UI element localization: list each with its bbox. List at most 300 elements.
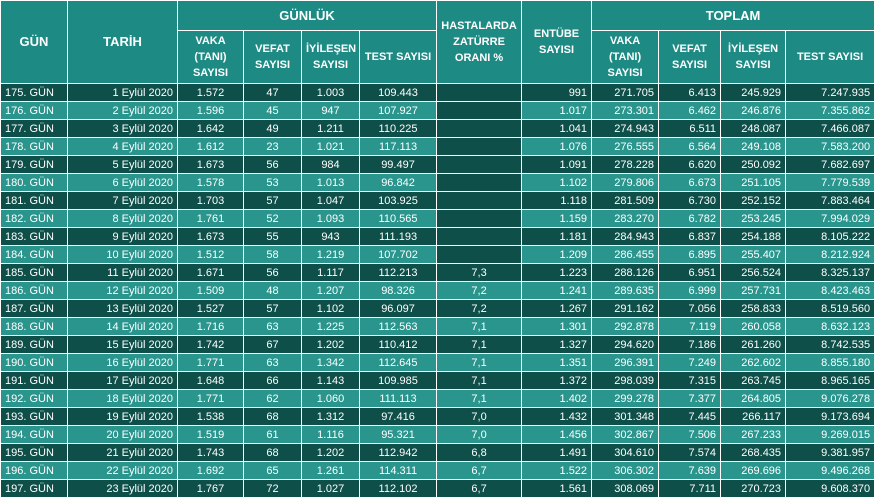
gunluk-vefat-cell: 63 [244,318,302,336]
tarih-cell: 1 Eylül 2020 [68,84,178,102]
entube-cell: 1.301 [522,318,592,336]
table-row [1,156,875,174]
gunluk-iyilesen-cell: 1.047 [302,192,360,210]
gunluk-test-cell: 103.925 [360,192,437,210]
gunluk-iyilesen-cell: 947 [302,102,360,120]
header-entube-sayisi: ENTÜBE SAYISI [522,1,592,84]
toplam-vaka-cell: 294.620 [592,336,659,354]
tarih-cell: 18 Eylül 2020 [68,390,178,408]
gunluk-vefat-cell: 68 [244,408,302,426]
table-row [1,120,875,138]
toplam-vaka-cell: 306.302 [592,462,659,480]
zaturre-orani-cell: 7,1 [437,372,522,390]
toplam-iyilesen-cell: 266.117 [721,408,786,426]
header-gunluk: GÜNLÜK [178,1,437,31]
gunluk-iyilesen-cell: 1.202 [302,336,360,354]
toplam-iyilesen-cell: 267.233 [721,426,786,444]
gun-cell: 192. GÜN [1,390,68,408]
toplam-vaka-cell: 291.162 [592,300,659,318]
table-row [1,426,875,444]
gunluk-test-cell: 117.113 [360,138,437,156]
gun-cell: 179. GÜN [1,156,68,174]
toplam-test-cell: 7.583.200 [786,138,875,156]
table-row [1,480,875,498]
toplam-vefat-cell: 7.186 [659,336,721,354]
gunluk-vaka-cell: 1.771 [178,390,244,408]
tarih-cell: 20 Eylül 2020 [68,426,178,444]
gun-cell: 195. GÜN [1,444,68,462]
gunluk-test-cell: 112.563 [360,318,437,336]
tarih-cell: 10 Eylül 2020 [68,246,178,264]
entube-cell: 1.223 [522,264,592,282]
toplam-vefat-cell: 7.639 [659,462,721,480]
gunluk-test-cell: 111.113 [360,390,437,408]
gunluk-vaka-cell: 1.572 [178,84,244,102]
toplam-vaka-cell: 301.348 [592,408,659,426]
toplam-iyilesen-cell: 246.876 [721,102,786,120]
zaturre-orani-cell: 7,1 [437,354,522,372]
toplam-test-cell: 8.212.924 [786,246,875,264]
gunluk-vefat-cell: 45 [244,102,302,120]
table-row [1,210,875,228]
gunluk-iyilesen-cell: 1.207 [302,282,360,300]
toplam-vefat-cell: 6.782 [659,210,721,228]
gunluk-vaka-cell: 1.671 [178,264,244,282]
header-toplam-iyilesen: İYİLEŞEN SAYISI [721,31,786,84]
toplam-test-cell: 8.105.222 [786,228,875,246]
gunluk-iyilesen-cell: 1.013 [302,174,360,192]
gunluk-vefat-cell: 65 [244,462,302,480]
toplam-vaka-cell: 271.705 [592,84,659,102]
gun-cell: 197. GÜN [1,480,68,498]
table-row [1,390,875,408]
gunluk-vefat-cell: 57 [244,192,302,210]
entube-cell: 1.561 [522,480,592,498]
toplam-vefat-cell: 7.445 [659,408,721,426]
toplam-vaka-cell: 283.270 [592,210,659,228]
table-row [1,318,875,336]
tarih-cell: 15 Eylül 2020 [68,336,178,354]
gunluk-test-cell: 99.497 [360,156,437,174]
gunluk-vefat-cell: 57 [244,300,302,318]
toplam-vaka-cell: 292.878 [592,318,659,336]
tarih-cell: 2 Eylül 2020 [68,102,178,120]
tarih-cell: 4 Eylül 2020 [68,138,178,156]
table-row [1,228,875,246]
gun-cell: 190. GÜN [1,354,68,372]
entube-cell: 1.017 [522,102,592,120]
toplam-vefat-cell: 7.119 [659,318,721,336]
gunluk-iyilesen-cell: 1.211 [302,120,360,138]
toplam-iyilesen-cell: 264.805 [721,390,786,408]
gun-cell: 194. GÜN [1,426,68,444]
zaturre-orani-cell [437,192,522,210]
header-gunluk-vefat: VEFAT SAYISI [244,31,302,84]
toplam-test-cell: 8.855.180 [786,354,875,372]
gunluk-vaka-cell: 1.519 [178,426,244,444]
zaturre-orani-cell [437,246,522,264]
toplam-test-cell: 7.466.087 [786,120,875,138]
gunluk-vaka-cell: 1.642 [178,120,244,138]
gunluk-test-cell: 107.927 [360,102,437,120]
tarih-cell: 3 Eylül 2020 [68,120,178,138]
gunluk-iyilesen-cell: 1.117 [302,264,360,282]
gunluk-vaka-cell: 1.648 [178,372,244,390]
toplam-vefat-cell: 6.999 [659,282,721,300]
gunluk-vaka-cell: 1.538 [178,408,244,426]
tarih-cell: 13 Eylül 2020 [68,300,178,318]
entube-cell: 1.091 [522,156,592,174]
header-toplam-test: TEST SAYISI [786,31,875,84]
toplam-test-cell: 8.742.535 [786,336,875,354]
entube-cell: 1.432 [522,408,592,426]
zaturre-orani-cell [437,84,522,102]
gunluk-iyilesen-cell: 1.116 [302,426,360,444]
toplam-iyilesen-cell: 263.745 [721,372,786,390]
toplam-iyilesen-cell: 269.696 [721,462,786,480]
entube-cell: 1.159 [522,210,592,228]
toplam-test-cell: 8.423.463 [786,282,875,300]
gunluk-vefat-cell: 53 [244,174,302,192]
table-row [1,408,875,426]
entube-cell: 1.402 [522,390,592,408]
toplam-vefat-cell: 7.315 [659,372,721,390]
toplam-vaka-cell: 299.278 [592,390,659,408]
toplam-iyilesen-cell: 268.435 [721,444,786,462]
table-row [1,138,875,156]
table-row [1,336,875,354]
gunluk-vaka-cell: 1.673 [178,156,244,174]
gunluk-iyilesen-cell: 1.027 [302,480,360,498]
toplam-iyilesen-cell: 257.731 [721,282,786,300]
toplam-vaka-cell: 281.509 [592,192,659,210]
toplam-vefat-cell: 7.056 [659,300,721,318]
gun-cell: 175. GÜN [1,84,68,102]
toplam-vefat-cell: 6.895 [659,246,721,264]
gunluk-iyilesen-cell: 943 [302,228,360,246]
toplam-iyilesen-cell: 253.245 [721,210,786,228]
toplam-test-cell: 9.269.015 [786,426,875,444]
toplam-iyilesen-cell: 261.260 [721,336,786,354]
toplam-vaka-cell: 288.126 [592,264,659,282]
header-tarih: TARİH [68,1,178,84]
gun-cell: 193. GÜN [1,408,68,426]
header-zaturre-orani: HASTALARDA ZATÜRRE ORANI % [437,1,522,84]
gunluk-vaka-cell: 1.509 [178,282,244,300]
zaturre-orani-cell [437,156,522,174]
tarih-cell: 16 Eylül 2020 [68,354,178,372]
toplam-vefat-cell: 6.564 [659,138,721,156]
entube-cell: 1.351 [522,354,592,372]
gun-cell: 184. GÜN [1,246,68,264]
gunluk-vaka-cell: 1.512 [178,246,244,264]
gunluk-iyilesen-cell: 1.060 [302,390,360,408]
toplam-vefat-cell: 7.574 [659,444,721,462]
gunluk-vefat-cell: 67 [244,336,302,354]
gunluk-vefat-cell: 49 [244,120,302,138]
tarih-cell: 23 Eylül 2020 [68,480,178,498]
gun-cell: 176. GÜN [1,102,68,120]
gunluk-test-cell: 98.326 [360,282,437,300]
gunluk-vaka-cell: 1.767 [178,480,244,498]
zaturre-orani-cell [437,120,522,138]
toplam-test-cell: 8.519.560 [786,300,875,318]
toplam-test-cell: 9.076.278 [786,390,875,408]
toplam-test-cell: 9.381.957 [786,444,875,462]
toplam-vaka-cell: 308.069 [592,480,659,498]
gunluk-iyilesen-cell: 1.342 [302,354,360,372]
gunluk-test-cell: 95.321 [360,426,437,444]
toplam-vaka-cell: 304.610 [592,444,659,462]
toplam-iyilesen-cell: 260.058 [721,318,786,336]
gunluk-iyilesen-cell: 1.219 [302,246,360,264]
gunluk-vaka-cell: 1.771 [178,354,244,372]
gun-cell: 182. GÜN [1,210,68,228]
toplam-test-cell: 8.325.137 [786,264,875,282]
table-row [1,462,875,480]
gunluk-vefat-cell: 23 [244,138,302,156]
entube-cell: 1.327 [522,336,592,354]
zaturre-orani-cell [437,174,522,192]
toplam-vaka-cell: 302.867 [592,426,659,444]
gunluk-vaka-cell: 1.612 [178,138,244,156]
gunluk-iyilesen-cell: 1.021 [302,138,360,156]
header-toplam-vefat: VEFAT SAYISI [659,31,721,84]
table-row [1,264,875,282]
toplam-vefat-cell: 6.511 [659,120,721,138]
gun-cell: 181. GÜN [1,192,68,210]
tarih-cell: 12 Eylül 2020 [68,282,178,300]
gunluk-test-cell: 110.225 [360,120,437,138]
toplam-iyilesen-cell: 254.188 [721,228,786,246]
header-toplam: TOPLAM [592,1,875,31]
entube-cell: 1.522 [522,462,592,480]
gunluk-iyilesen-cell: 1.225 [302,318,360,336]
toplam-vefat-cell: 7.249 [659,354,721,372]
gunluk-test-cell: 114.311 [360,462,437,480]
toplam-test-cell: 7.779.539 [786,174,875,192]
toplam-vefat-cell: 6.462 [659,102,721,120]
table-body [1,84,875,498]
toplam-iyilesen-cell: 250.092 [721,156,786,174]
gun-cell: 189. GÜN [1,336,68,354]
gunluk-vefat-cell: 55 [244,228,302,246]
toplam-test-cell: 7.682.697 [786,156,875,174]
gunluk-vefat-cell: 72 [244,480,302,498]
zaturre-orani-cell: 7,2 [437,282,522,300]
toplam-vaka-cell: 279.806 [592,174,659,192]
gunluk-vaka-cell: 1.692 [178,462,244,480]
gun-cell: 177. GÜN [1,120,68,138]
gun-cell: 187. GÜN [1,300,68,318]
gun-cell: 178. GÜN [1,138,68,156]
toplam-iyilesen-cell: 249.108 [721,138,786,156]
gunluk-test-cell: 112.213 [360,264,437,282]
gunluk-vaka-cell: 1.673 [178,228,244,246]
zaturre-orani-cell: 7,0 [437,426,522,444]
toplam-vaka-cell: 289.635 [592,282,659,300]
entube-cell: 991 [522,84,592,102]
entube-cell: 1.267 [522,300,592,318]
gunluk-test-cell: 110.565 [360,210,437,228]
tarih-cell: 21 Eylül 2020 [68,444,178,462]
gunluk-iyilesen-cell: 1.261 [302,462,360,480]
table-row [1,354,875,372]
gunluk-vefat-cell: 52 [244,210,302,228]
tarih-cell: 19 Eylül 2020 [68,408,178,426]
gunluk-vaka-cell: 1.596 [178,102,244,120]
toplam-vefat-cell: 6.413 [659,84,721,102]
entube-cell: 1.372 [522,372,592,390]
toplam-iyilesen-cell: 258.833 [721,300,786,318]
table-row [1,300,875,318]
gunluk-vaka-cell: 1.578 [178,174,244,192]
header-gunluk-iyilesen: İYİLEŞEN SAYISI [302,31,360,84]
toplam-iyilesen-cell: 262.602 [721,354,786,372]
table-row [1,444,875,462]
tarih-cell: 11 Eylül 2020 [68,264,178,282]
toplam-iyilesen-cell: 245.929 [721,84,786,102]
gun-cell: 186. GÜN [1,282,68,300]
toplam-iyilesen-cell: 252.152 [721,192,786,210]
toplam-test-cell: 9.496.268 [786,462,875,480]
zaturre-orani-cell: 6,7 [437,480,522,498]
table-row [1,174,875,192]
toplam-vefat-cell: 6.620 [659,156,721,174]
toplam-vaka-cell: 278.228 [592,156,659,174]
toplam-iyilesen-cell: 270.723 [721,480,786,498]
tarih-cell: 8 Eylül 2020 [68,210,178,228]
zaturre-orani-cell: 7,1 [437,318,522,336]
tarih-cell: 6 Eylül 2020 [68,174,178,192]
toplam-iyilesen-cell: 256.524 [721,264,786,282]
gunluk-test-cell: 112.942 [360,444,437,462]
toplam-iyilesen-cell: 248.087 [721,120,786,138]
gunluk-iyilesen-cell: 1.312 [302,408,360,426]
toplam-vefat-cell: 7.711 [659,480,721,498]
zaturre-orani-cell [437,138,522,156]
toplam-vaka-cell: 273.301 [592,102,659,120]
zaturre-orani-cell [437,210,522,228]
zaturre-orani-cell: 7,0 [437,408,522,426]
toplam-vaka-cell: 298.039 [592,372,659,390]
gun-cell: 191. GÜN [1,372,68,390]
gunluk-vefat-cell: 63 [244,354,302,372]
toplam-test-cell: 8.965.165 [786,372,875,390]
zaturre-orani-cell [437,102,522,120]
gunluk-test-cell: 110.412 [360,336,437,354]
entube-cell: 1.181 [522,228,592,246]
gun-cell: 183. GÜN [1,228,68,246]
tarih-cell: 14 Eylül 2020 [68,318,178,336]
toplam-vaka-cell: 274.943 [592,120,659,138]
gunluk-iyilesen-cell: 1.202 [302,444,360,462]
toplam-vaka-cell: 284.943 [592,228,659,246]
toplam-test-cell: 8.632.123 [786,318,875,336]
table-row [1,246,875,264]
tarih-cell: 7 Eylül 2020 [68,192,178,210]
tarih-cell: 5 Eylül 2020 [68,156,178,174]
header-gun: GÜN [1,1,68,84]
entube-cell: 1.456 [522,426,592,444]
toplam-vefat-cell: 7.377 [659,390,721,408]
toplam-vefat-cell: 6.673 [659,174,721,192]
gunluk-test-cell: 111.193 [360,228,437,246]
tarih-cell: 9 Eylül 2020 [68,228,178,246]
gunluk-vaka-cell: 1.743 [178,444,244,462]
gunluk-vefat-cell: 56 [244,156,302,174]
entube-cell: 1.102 [522,174,592,192]
gunluk-test-cell: 109.443 [360,84,437,102]
gunluk-vaka-cell: 1.761 [178,210,244,228]
zaturre-orani-cell: 7,2 [437,300,522,318]
gunluk-iyilesen-cell: 1.093 [302,210,360,228]
tarih-cell: 22 Eylül 2020 [68,462,178,480]
gunluk-vaka-cell: 1.527 [178,300,244,318]
entube-cell: 1.209 [522,246,592,264]
gunluk-vaka-cell: 1.716 [178,318,244,336]
toplam-test-cell: 9.608.370 [786,480,875,498]
toplam-vaka-cell: 286.455 [592,246,659,264]
table-row [1,192,875,210]
gun-cell: 180. GÜN [1,174,68,192]
toplam-vefat-cell: 6.951 [659,264,721,282]
zaturre-orani-cell: 6,7 [437,462,522,480]
gunluk-test-cell: 109.985 [360,372,437,390]
zaturre-orani-cell: 7,1 [437,390,522,408]
gunluk-vefat-cell: 61 [244,426,302,444]
gunluk-vefat-cell: 62 [244,390,302,408]
header-gunluk-test: TEST SAYISI [360,31,437,84]
table-row [1,102,875,120]
table-row [1,282,875,300]
toplam-vefat-cell: 7.506 [659,426,721,444]
entube-cell: 1.076 [522,138,592,156]
table-row [1,372,875,390]
gun-cell: 185. GÜN [1,264,68,282]
entube-cell: 1.491 [522,444,592,462]
toplam-test-cell: 7.994.029 [786,210,875,228]
toplam-iyilesen-cell: 255.407 [721,246,786,264]
gunluk-test-cell: 96.842 [360,174,437,192]
toplam-vaka-cell: 276.555 [592,138,659,156]
toplam-test-cell: 9.173.694 [786,408,875,426]
toplam-vefat-cell: 6.730 [659,192,721,210]
zaturre-orani-cell: 6,8 [437,444,522,462]
entube-cell: 1.041 [522,120,592,138]
toplam-test-cell: 7.883.464 [786,192,875,210]
entube-cell: 1.241 [522,282,592,300]
gunluk-vaka-cell: 1.703 [178,192,244,210]
gunluk-test-cell: 107.702 [360,246,437,264]
gun-cell: 196. GÜN [1,462,68,480]
entube-cell: 1.118 [522,192,592,210]
toplam-vaka-cell: 296.391 [592,354,659,372]
gunluk-vefat-cell: 68 [244,444,302,462]
toplam-test-cell: 7.247.935 [786,84,875,102]
gunluk-iyilesen-cell: 1.003 [302,84,360,102]
gunluk-test-cell: 112.102 [360,480,437,498]
header-gunluk-vaka: VAKA (TANI) SAYISI [178,31,244,84]
gunluk-iyilesen-cell: 1.102 [302,300,360,318]
tarih-cell: 17 Eylül 2020 [68,372,178,390]
toplam-iyilesen-cell: 251.105 [721,174,786,192]
gunluk-test-cell: 112.645 [360,354,437,372]
gunluk-iyilesen-cell: 984 [302,156,360,174]
gunluk-iyilesen-cell: 1.143 [302,372,360,390]
gunluk-vefat-cell: 48 [244,282,302,300]
zaturre-orani-cell [437,228,522,246]
